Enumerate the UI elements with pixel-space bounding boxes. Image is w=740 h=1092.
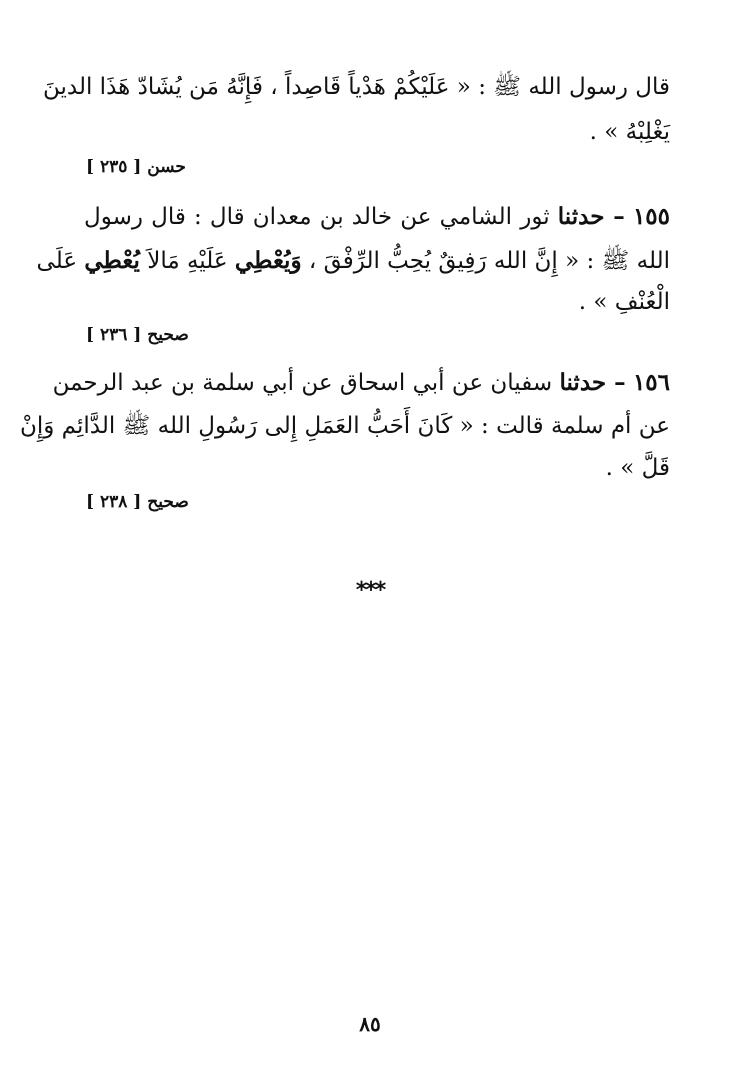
section-separator: *** <box>355 578 385 603</box>
hadith-156-line-3: قَلَّ » . <box>605 455 670 481</box>
hadith-155-line-2-a: الله ﷺ : « إِنَّ الله رَفِيقٌ يُحِبُّ الرِّفْقَ ، <box>301 248 670 274</box>
hadith-156-lead: – حدثنا <box>559 369 626 396</box>
hadith-155-line-1-text: ثور الشامي عن خالد بن معدان قال : قال رسول <box>84 204 550 230</box>
hadith-155-line-2-bold-2: يُعْطِي <box>84 247 140 274</box>
hadith-154-line-1: قال رسول الله ﷺ : « عَلَيْكُمْ هَدْياً قَاصِداً ، فَإِنَّهُ مَن يُشَادّ هَذَا الدينَ <box>42 74 670 100</box>
page-number: ٨٥ <box>359 1012 381 1036</box>
hadith-155-number: ١٥٥ <box>632 203 671 230</box>
hadith-156-number: ١٥٦ <box>632 369 670 396</box>
hadith-154-line-2: يَغْلِبْهُ » . <box>589 119 670 145</box>
hadith-156-grade: صحيح [ ٢٣٨ ] <box>86 492 189 512</box>
hadith-155-line-1 <box>84 202 670 232</box>
hadith-155-lead: – حدثنا <box>557 203 625 230</box>
hadith-154-grade: حسن [ ٢٣٥ ] <box>86 157 186 177</box>
hadith-155-grade: صحيح [ ٢٣٦ ] <box>86 325 189 345</box>
hadith-156-line-2: عن أم سلمة قالت : « كَانَ أَحَبُّ العَمَلِ إِلى رَسُولِ الله ﷺ الدَّائِم وَإِنْ <box>19 413 670 439</box>
hadith-155-line-2 <box>36 246 670 276</box>
hadith-156-line-1 <box>52 368 670 398</box>
hadith-155-line-2-c: عَلَى <box>36 248 85 274</box>
hadith-155-line-3: الْعُنْفِ » . <box>578 289 670 315</box>
hadith-155-line-2-bold: وَيُعْطِي <box>234 247 302 274</box>
hadith-156-line-1-text: سفيان عن أبي اسحاق عن أبي سلمة بن عبد الرحمن <box>52 370 553 396</box>
hadith-155-line-2-b: عَلَيْهِ مَالاَ <box>139 248 235 274</box>
